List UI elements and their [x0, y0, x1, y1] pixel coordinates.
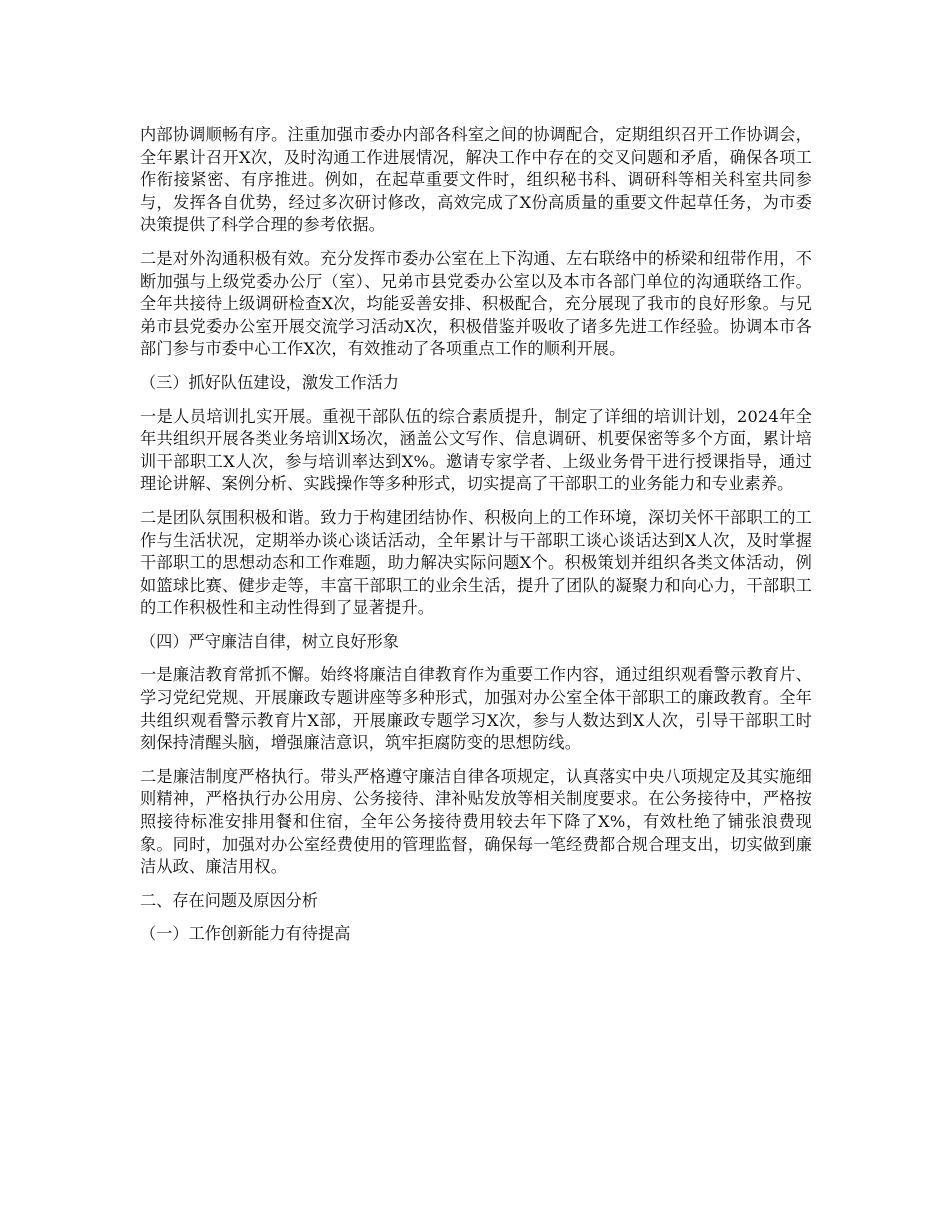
document-page [140, 124, 812, 957]
paragraph-external-communication: 二是对外沟通积极有效。充分发挥市委办公室在上下沟通、左右联络中的桥梁和纽带作用，不断加强与上级党委办公厅（室）、兄弟市县党委办公室以及本市各部门单位的沟通联络工作。全年共接待上级调研检查X次，均能妥善安排、积极配合，充分展现了我市的良好形象。与兄弟市县党委办公室开展交流学习活动X次，积极借鉴并吸收了诸多先进工作经验。协调本市各部门参与市委中心工作X次，有效推动了各项重点工作的顺利开展。 [140, 248, 812, 359]
section-heading-integrity: （四）严守廉洁自律，树立良好形象 [140, 631, 399, 651]
paragraph-team-atmosphere: 二是团队氛围积极和谐。致力于构建团结协作、积极向上的工作环境，深切关怀干部职工的工作与生活状况，定期举办谈心谈话活动，全年累计与干部职工谈心谈话达到X人次，及时掌握干部职工的思想动态和工作难题，助力解决实际问题X个。积极策划并组织各类文体活动，例如篮球比赛、健步走等，丰富干部职工的业余生活，提升了团队的凝聚力和向心力，干部职工的工作积极性和主动性得到了显著提升。 [140, 507, 812, 618]
paragraph-integrity-rules: 二是廉洁制度严格执行。带头严格遵守廉洁自律各项规定，认真落实中央八项规定及其实施细则精神，严格执行办公用房、公务接待、津补贴发放等相关制度要求。在公务接待中，严格按照接待标准安排用餐和住宿，全年公务接待费用较去年下降了X%，有效杜绝了铺张浪费现象。同时，加强对办公室经费使用的管理监督，确保每一笔经费都合规合理支出，切实做到廉洁从政、廉洁用权。 [140, 766, 812, 877]
section-heading-problems: 二、存在问题及原因分析 [140, 890, 319, 910]
paragraph-staff-training: 一是人员培训扎实开展。重视干部队伍的综合素质提升，制定了详细的培训计划，2024年全年共组织开展各类业务培训X场次，涵盖公文写作、信息调研、机要保密等多个方面，累计培训干部职工X人次，参与培训率达到X%。邀请专家学者、上级业务骨干进行授课指导，通过理论讲解、案例分析、实践操作等多种形式，切实提高了干部职工的业务能力和专业素养。 [140, 406, 812, 494]
section-heading-team-building: （三）抓好队伍建设，激发工作活力 [140, 372, 399, 392]
paragraph-integrity-education: 一是廉洁教育常抓不懈。始终将廉洁自律教育作为重要工作内容，通过组织观看警示教育片、学习党纪党规、开展廉政专题讲座等多种形式，加强对办公室全体干部职工的廉政教育。全年共组织观看警示教育片X部，开展廉政专题学习X次，参与人数达到X人次，引导干部职工时刻保持清醒头脑，增强廉洁意识，筑牢拒腐防变的思想防线。 [140, 665, 812, 753]
subsection-heading-innovation: （一）工作创新能力有待提高 [140, 924, 351, 944]
paragraph-internal-coordination: 内部协调顺畅有序。注重加强市委办内部各科室之间的协调配合，定期组织召开工作协调会，全年累计召开X次，及时沟通工作进展情况，解决工作中存在的交叉问题和矛盾，确保各项工作衔接紧密、有序推进。例如，在起草重要文件时，组织秘书科、调研科等相关科室共同参与，发挥各自优势，经过多次研讨修改，高效完成了X份高质量的重要文件起草任务，为市委决策提供了科学合理的参考依据。 [140, 125, 812, 235]
